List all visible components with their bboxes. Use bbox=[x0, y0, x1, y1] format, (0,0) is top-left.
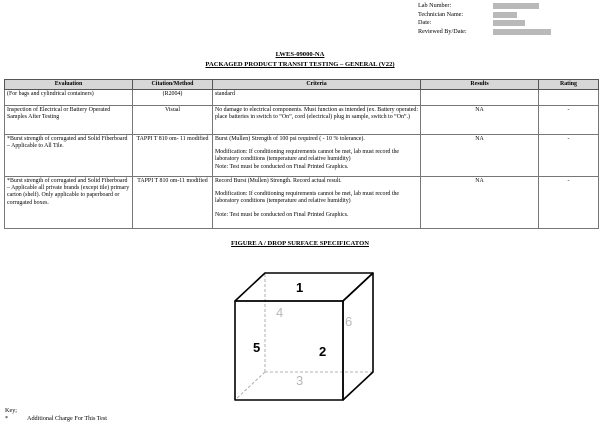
figure-title: FIGURE A / DROP SURFACE SPECIFICATON bbox=[231, 240, 369, 247]
citation-cell: (R2004) bbox=[133, 90, 213, 106]
redacted-technician-name bbox=[493, 12, 517, 18]
redacted-date bbox=[493, 20, 525, 26]
results-cell: NA bbox=[421, 135, 539, 177]
header-results: Results bbox=[421, 80, 539, 90]
front-face bbox=[235, 301, 343, 400]
criteria-modification: Modification: If conditioning requirements cannot be met, lab must record the laboratory conditions (temperature and relative humidity) bbox=[215, 149, 400, 163]
reviewed-by-row bbox=[418, 28, 551, 37]
lab-number-row bbox=[418, 2, 551, 11]
redacted-reviewer bbox=[493, 29, 551, 35]
key-symbol: * bbox=[5, 415, 9, 422]
results-cell: NA bbox=[421, 106, 539, 135]
evaluation-cell: *Burst strength of corrugated and Solid Fiberboard – Applicable all private brands (except tile) primary carton (shelf). Only applicable to paperboard or corrugated boxes. bbox=[5, 177, 133, 229]
criteria-note: Note: Test must be conducted on Final Printed Graphics. bbox=[215, 211, 349, 218]
table-row bbox=[5, 135, 599, 177]
criteria-text: standard bbox=[215, 91, 235, 97]
criteria-text: No damage to electrical components. Must function as intended (ex. Battery operated: place batteries in switch to “On”, cord (electrical) plug in sample, switch to “On”.) bbox=[215, 107, 418, 121]
lab-number-label: Lab Number: bbox=[418, 2, 452, 9]
evaluation-cell: Inspection of Electrical or Battery Operated Samples After Testing bbox=[5, 106, 133, 135]
side-face bbox=[343, 273, 373, 400]
citation-cell: TAPPI T 810 om- 11 modified bbox=[133, 135, 213, 177]
table-header-row bbox=[5, 80, 599, 90]
lab-info-block bbox=[418, 2, 551, 36]
drop-surface-box-diagram bbox=[228, 272, 378, 404]
face-label-bottom: 3 bbox=[296, 373, 304, 388]
face-label-top: 1 bbox=[296, 280, 304, 295]
technician-name-label: Technician Name: bbox=[418, 10, 464, 18]
header-criteria: Criteria bbox=[213, 80, 421, 90]
evaluation-cell: (For bags and cylindrical containers) bbox=[5, 90, 133, 106]
key-label: Key; bbox=[5, 407, 18, 414]
rating-cell: - bbox=[539, 177, 599, 229]
technician-name-row bbox=[418, 11, 551, 20]
redacted-lab-number bbox=[493, 3, 539, 9]
face-label-front: 2 bbox=[319, 344, 327, 359]
table-row bbox=[5, 90, 599, 106]
rating-cell bbox=[539, 90, 599, 106]
criteria-text: Burst (Mullen) Strength of 100 psi required ( - 10 % tolerance). bbox=[215, 136, 365, 142]
results-cell bbox=[421, 90, 539, 106]
table-row bbox=[5, 177, 599, 229]
criteria-text: Record Burst (Mullen) Strength. Record actual result. bbox=[215, 178, 342, 184]
criteria-modification: Modification: If conditioning requirements cannot be met, lab must record the laboratory conditions (temperature and relative humidity) bbox=[215, 191, 400, 205]
header-evaluation: Evaluation bbox=[5, 80, 133, 90]
evaluation-table bbox=[4, 79, 599, 229]
face-label-back: 4 bbox=[276, 305, 284, 320]
citation-cell: Visual bbox=[133, 106, 213, 135]
header-rating: Rating bbox=[539, 80, 599, 90]
table-row bbox=[5, 106, 599, 135]
document-subtitle: PACKAGED PRODUCT TRANSIT TESTING – GENERAL (V22) bbox=[205, 61, 395, 68]
top-face bbox=[235, 273, 373, 301]
evaluation-cell: *Burst strength of corrugated and Solid Fiberboard – Applicable to All Tile. bbox=[5, 135, 133, 177]
date-row bbox=[418, 19, 551, 28]
rating-cell: - bbox=[539, 135, 599, 177]
results-cell: NA bbox=[421, 177, 539, 229]
header-citation-method: Citation/Method bbox=[133, 80, 213, 90]
criteria-note: Note: Test must be conducted on Final Printed Graphics. bbox=[215, 163, 349, 170]
key-legend bbox=[5, 407, 107, 423]
date-label: Date: bbox=[418, 19, 432, 27]
face-label-right: 6 bbox=[345, 314, 353, 329]
reviewed-by-label: Reviewed By/Date: bbox=[418, 27, 467, 35]
criteria-cell bbox=[213, 177, 421, 229]
citation-cell: TAPPI T 810 om-11 modified bbox=[133, 177, 213, 229]
face-label-left: 5 bbox=[253, 340, 261, 355]
key-text: Additional Charge For This Test bbox=[27, 415, 108, 422]
rating-cell: - bbox=[539, 106, 599, 135]
document-title: LWES-09000-NA bbox=[275, 51, 325, 58]
criteria-cell bbox=[213, 106, 421, 135]
key-item bbox=[5, 415, 107, 423]
criteria-cell bbox=[213, 135, 421, 177]
criteria-cell bbox=[213, 90, 421, 106]
